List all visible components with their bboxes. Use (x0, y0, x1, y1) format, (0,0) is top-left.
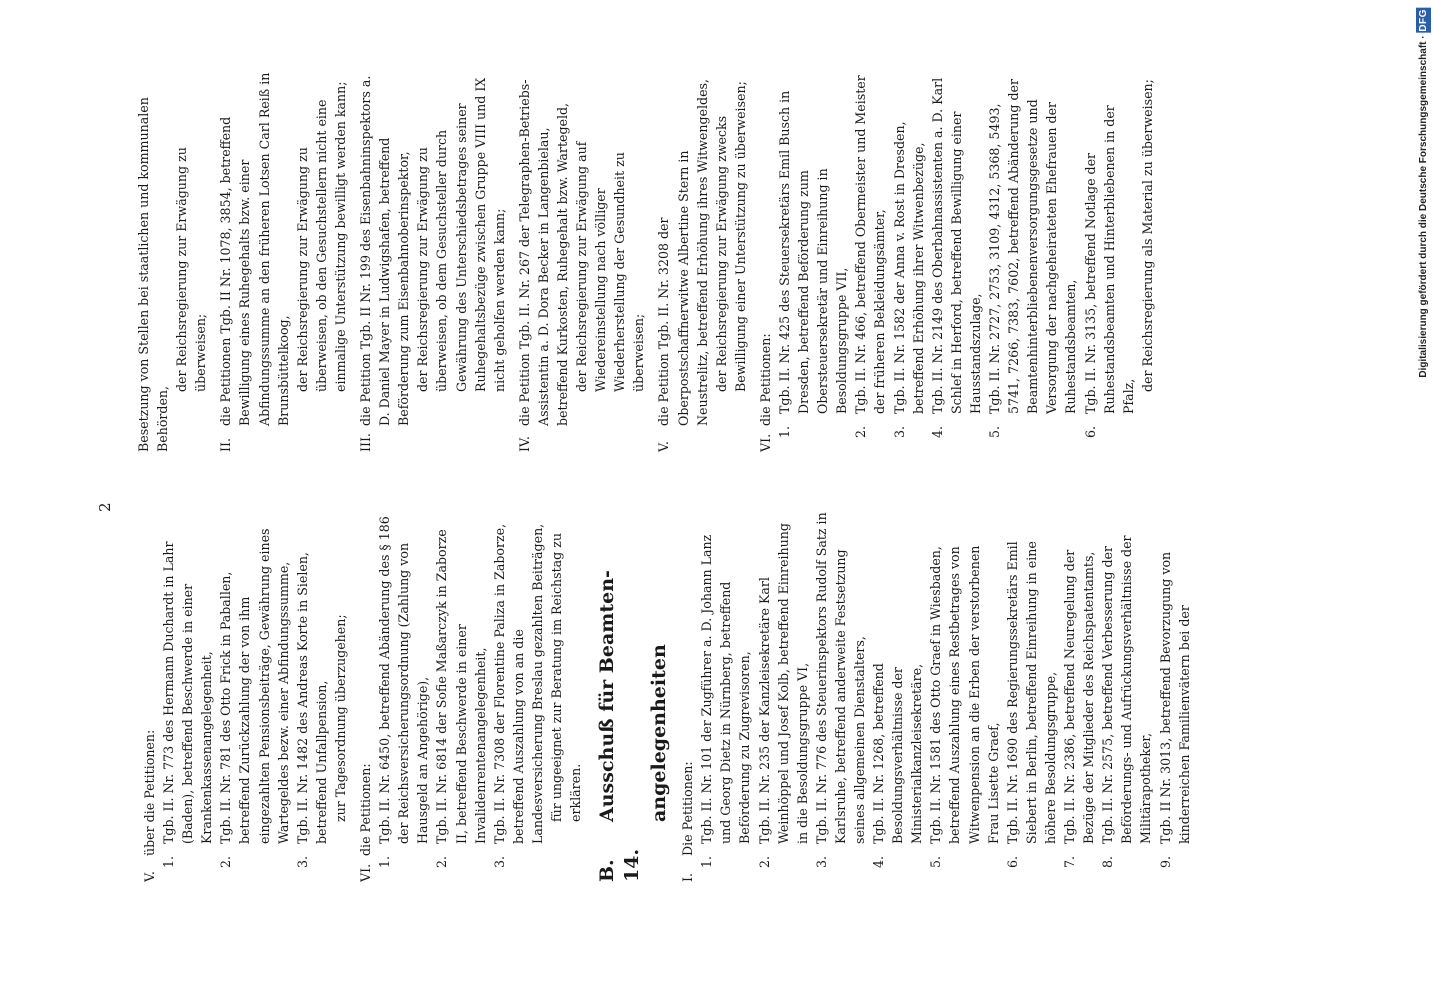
item-text: Tgb. II. Nr. 1581 des Otto Graef in Wiesbaden, betreffend Auszahlung eines Restbetrages von Witwenpension an die Erben der verstorbenen Frau Lisette Graef, (928, 545, 1001, 844)
section-text: die Petition Tgb. II. Nr. 267 der Telegraphen-Betriebs-Assistentin a. D. Dora Becker in Langenbielau, betreffend Kurkosten, Ruhegehalt bzw. Wartegeld, (516, 79, 570, 426)
item-number: 2. (218, 855, 234, 868)
committee-heading (595, 512, 672, 882)
section-number: II. (218, 438, 234, 452)
section-text: Die Petitionen: (680, 761, 696, 856)
item-text: Tgb. II. Nr. 2575, betreffend Verbesserung der Beförderungs- und Aufrückungsverhältnisse der Militärapotheker, (1100, 535, 1154, 844)
list-item (293, 512, 331, 882)
item-text: Tgb. II. Nr. 2727, 2753, 3109, 4312, 5368, 5493, 5741, 7266, 7383, 7602, betreffend Abänderung der Beamtenhinterbliebenenversorgungsgesetze und Versorgung der nachgeheirateten Ehefrauen der Ruhestandsbeamten, (987, 79, 1079, 414)
section-number: VI. (358, 863, 374, 882)
item-text: Tgb. II. Nr. 1482 des Andreas Korte in Sielen, betreffend Unfallpension, (294, 552, 329, 844)
item-number: 3. (491, 855, 507, 868)
item-number: 2. (756, 855, 772, 868)
resolution-note: der Reichsregierung zur Erwägung zu überweisen, ob dem Gesuchsteller durch Gewährung des Unterschiedsbetrages seiner Ruhegehaltsbezüge zwischen Gruppe VIII und IX nicht geholfen werden kann; (415, 77, 507, 392)
section-number: V. (142, 871, 157, 882)
list-item (851, 72, 889, 452)
section-text: die Petitionen Tgb. II Nr. 1078, 3854, betreffend Bewilligung eines Ruhegehalts bzw. einer Abfindungssumme an den früheren Lotsen Carl Reiß in Brunsbüttelkoog, (218, 72, 291, 426)
section-number: I. (680, 873, 696, 882)
item-text: Tgb. II. Nr. 466, betreffend Obermeister und Meister der früheren Bekleidungsämter, (853, 75, 888, 414)
list-item (1156, 512, 1194, 882)
resolution-note: zur Tagesordnung überzugehen; (332, 614, 348, 822)
item-number: 3. (813, 855, 829, 868)
resolution-note: der Reichsregierung zur Erwägung zu überweisen; (174, 147, 209, 392)
item-number: 1. (161, 855, 177, 868)
item-number: 4. (871, 855, 887, 868)
item-text: Tgb. II. Nr. 776 des Steuerinspektors Rudolf Satz in Karlsruhe, betreffend anderweite Festsetzung seines allgemeinen Dienstalters, (813, 512, 867, 844)
resolution-note: für ungeeignet zur Beratung im Reichstag zu erklären. (548, 533, 584, 822)
list-item (928, 72, 985, 452)
list-item (926, 512, 1002, 882)
item-text: Tgb. II. Nr. 6814 der Sofie Maßarczyk in Zaborze II, betreffend Beschwerde in einer Invalidenrentenangelegenheit, (434, 529, 488, 844)
list-item (890, 72, 928, 452)
section-heading (356, 512, 375, 882)
resolution-note: der Reichsregierung als Material zu überweisen; (1139, 79, 1155, 392)
watermark-text: Digitalisierung gefördert durch die Deutsche Forschungsgemeinschaft (1417, 41, 1429, 378)
list-item (697, 512, 754, 882)
section-heading (654, 72, 711, 452)
list-item (1081, 72, 1138, 452)
item-number: 5. (928, 855, 944, 868)
section-text: über die Petitionen: (142, 729, 157, 856)
item-text: Tgb. II. Nr. 1690 des Regierungssekretärs Emil Siebert in Berlin, betreffend Einreihung in eine höhere Besoldungsgruppe, (1004, 541, 1058, 844)
item-text: Tgb. II. Nr. 235 der Kanzleisekretäre Karl Weinhöppel und Josef Kolb, betreffend Einreihung in die Besoldungsgruppe VI, (756, 523, 810, 844)
item-number: 1. (377, 855, 393, 868)
left-column (134, 512, 1194, 882)
list-item (432, 512, 489, 882)
list-item (375, 512, 432, 882)
right-column (134, 72, 1157, 452)
item-number: 4. (929, 425, 945, 438)
item-number: 2. (434, 855, 450, 868)
list-item (490, 512, 547, 882)
dfg-logo: DFG (1417, 9, 1429, 32)
item-number: 7. (1062, 855, 1078, 868)
item-text: Tgb. II. Nr. 6450, betreffend Abänderung des § 186 der Reichsversicherungsordnung (Zahlung von Hausgeld an Angehörige), (377, 516, 431, 844)
section-text: die Petition Tgb. II Nr. 199 des Eisenbahninspektors a. D. Daniel Mayer in Ludwigshafen, betreffend Beförderung zum Eisenbahnoberinspektor, (358, 75, 412, 426)
item-number: 8. (1100, 855, 1116, 868)
list-item (216, 512, 292, 882)
resolution-note: der Reichsregierung zur Erwägung auf Wiedereinstellung nach völliger Wiederherstellung der Gesundheit zu überweisen; (574, 141, 647, 392)
committee-title-continued: angelegenheiten (648, 644, 671, 822)
section-heading (678, 512, 697, 882)
resolution-note: der Reichsregierung zur Erwägung zu überweisen, ob den Gesuchstellern nicht eine einmalige Unterstützung bewilligt werden kann; (294, 81, 348, 392)
section-heading (140, 512, 159, 882)
section-text: die Petitionen: (757, 333, 773, 426)
item-text: Tgb. II Nr. 3013, betreffend Bevorzugung von kinderreichen Familienvätern bei der (1157, 551, 1192, 844)
item-text: Tgb. II. Nr. 1582 der Anna v. Rost in Dresden, betreffend Erhöhung ihrer Witwenbezüge, (891, 121, 926, 414)
resolution-note: der Reichsregierung zur Erwägung zwecks Bewilligung einer Unterstützung zu überweisen; (713, 81, 748, 392)
item-number: 2. (853, 425, 869, 438)
item-text: Tgb. II. Nr. 773 des Hermann Duchardt in Lahr (Baden), betreffend Beschwerde in einer Krankenkassenangelegenheit, (161, 541, 215, 844)
list-item (159, 512, 216, 882)
item-text: Tgb. II. Nr. 2149 des Oberbahnassistenten a. D. Karl Schlef in Herford, betreffend Bewilligung einer Hausstandszulage, (929, 77, 983, 414)
item-text: Tgb. II. Nr. 2386, betreffend Neuregelung der Bezüge der Mitglieder des Reichspatentamts, (1062, 549, 1097, 844)
continuation-text: Besetzung von Stellen bei staatlichen und kommunalen Behörden, (136, 97, 171, 452)
list-item (1098, 512, 1155, 882)
item-number: 6. (1004, 855, 1020, 868)
section-heading (216, 72, 292, 452)
item-text: Tgb. II. Nr. 3135, betreffend Notlage der Ruhestandsbeamten und Hinterbliebenen in der Pfalz, (1082, 105, 1136, 414)
item-number: 5. (987, 425, 1003, 438)
section-number: V. (656, 441, 672, 452)
item-text: Tgb. II. Nr. 425 des Steuersekretärs Emil Busch in Dresden, betreffend Beförderung zum Obersteuersekretär und Einreihung in Besoldungsgruppe VII, (777, 90, 850, 414)
list-item (1003, 512, 1060, 882)
item-text: Tgb. II. Nr. 781 des Otto Frick in Paballen, betreffend Zurückzahlung der von ihm eingezahlten Pensionsbeiträge, Gewährung eines Wartegeldes bezw. einer Abfindungssumme, (218, 528, 291, 844)
item-number: 6. (1082, 425, 1098, 438)
list-item (985, 72, 1080, 452)
section-heading (515, 72, 572, 452)
item-number: 9. (1157, 855, 1173, 868)
page-number: 2 (96, 502, 114, 512)
item-number: 1. (699, 855, 715, 868)
list-item (869, 512, 926, 882)
list-item (775, 72, 851, 452)
section-heading (356, 72, 413, 452)
digitization-watermark: Digitalisierung gefördert durch die Deutsche Forschungsgemeinschaft · DFG (1417, 9, 1429, 378)
section-number: IV. (516, 436, 532, 452)
item-text: Tgb. II. Nr. 7308 der Florentine Paliza in Zaborze, betreffend Auszahlung von an die Landesversicherung Breslau gezahlten Beiträgen, (491, 523, 545, 844)
list-item (755, 512, 812, 882)
section-number: VI. (757, 433, 773, 452)
item-number: 1. (777, 425, 792, 438)
section-number: III. (358, 433, 374, 452)
section-text: die Petition Tgb. II. Nr. 3208 der Oberpostschaffnerwitwe Albertine Stern in Neustrelitz, betreffend Erhöhung ihres Witwengeldes, (656, 78, 710, 426)
item-text: Tgb. II. Nr. 101 der Zugführer a. D. Johann Lanz und Georg Dietz in Nürnberg, betreffend Beförderung zu Zugrevisoren, (699, 534, 753, 844)
item-text: Tgb. II. Nr. 1268, betreffend Besoldungsverhältnisse der Ministerialkanzleisekretäre, (871, 663, 925, 844)
list-item (812, 512, 869, 882)
committee-number: B. 14. (596, 848, 644, 882)
section-text: die Petitionen: (358, 763, 374, 856)
list-item (1060, 512, 1098, 882)
section-heading (756, 72, 775, 452)
committee-title: Ausschuß für Beamten- (596, 570, 619, 822)
item-number: 3. (891, 425, 907, 438)
item-number: 3. (294, 855, 310, 868)
